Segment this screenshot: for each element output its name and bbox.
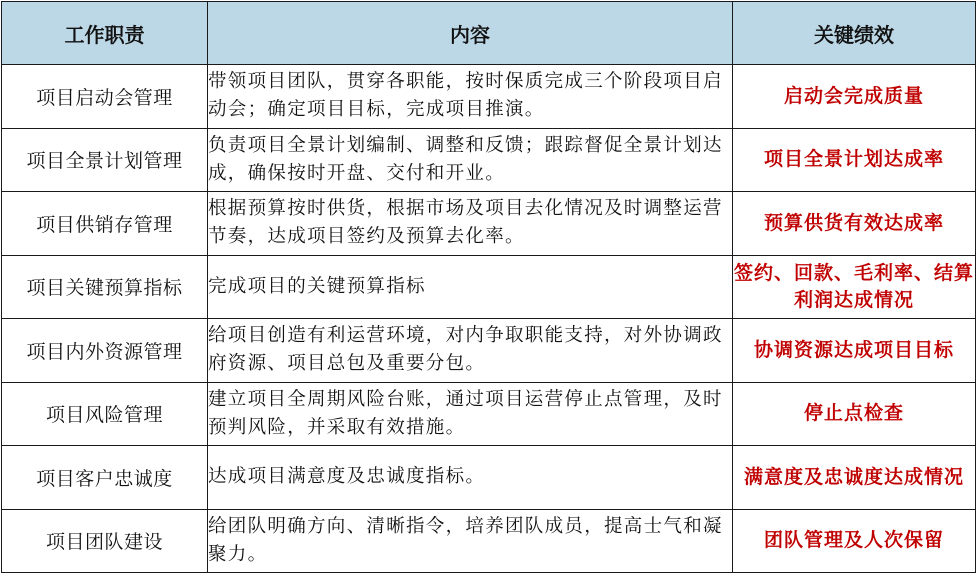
duty-cell: 项目风险管理 — [2, 382, 208, 446]
duty-cell: 项目启动会管理 — [2, 65, 208, 129]
kpi-cell: 停止点检查 — [733, 382, 976, 446]
header-kpi: 关键绩效 — [733, 2, 976, 65]
table-row — [2, 509, 976, 573]
kpi-cell: 启动会完成质量 — [733, 65, 976, 129]
duty-cell: 项目内外资源管理 — [2, 319, 208, 383]
content-cell: 带领项目团队，贯穿各职能，按时保质完成三个阶段项目启动会；确定项目目标，完成项目推演。 — [208, 65, 733, 129]
duty-cell: 项目全景计划管理 — [2, 128, 208, 192]
table-header-row — [2, 2, 976, 65]
kpi-cell: 团队管理及人次保留 — [733, 509, 976, 573]
duty-cell: 项目团队建设 — [2, 509, 208, 573]
table-row — [2, 446, 976, 510]
responsibility-table — [1, 1, 976, 573]
kpi-cell: 预算供货有效达成率 — [733, 192, 976, 256]
content-cell: 完成项目的关键预算指标 — [208, 255, 733, 319]
kpi-cell: 协调资源达成项目目标 — [733, 319, 976, 383]
table-row — [2, 319, 976, 383]
content-cell: 给项目创造有利运营环境，对内争取职能支持，对外协调政府资源、项目总包及重要分包。 — [208, 319, 733, 383]
table-row — [2, 382, 976, 446]
table-row — [2, 128, 976, 192]
duty-cell: 项目关键预算指标 — [2, 255, 208, 319]
content-cell: 负责项目全景计划编制、调整和反馈；跟踪督促全景计划达成，确保按时开盘、交付和开业。 — [208, 128, 733, 192]
table-row — [2, 65, 976, 129]
kpi-cell: 签约、回款、毛利率、结算利润达成情况 — [733, 255, 976, 319]
table-row — [2, 192, 976, 256]
header-duty: 工作职责 — [2, 2, 208, 65]
kpi-cell: 项目全景计划达成率 — [733, 128, 976, 192]
content-cell: 根据预算按时供货，根据市场及项目去化情况及时调整运营节奏，达成项目签约及预算去化率。 — [208, 192, 733, 256]
header-content: 内容 — [208, 2, 733, 65]
content-cell: 达成项目满意度及忠诚度指标。 — [208, 446, 733, 510]
content-cell: 建立项目全周期风险台账，通过项目运营停止点管理，及时预判风险，并采取有效措施。 — [208, 382, 733, 446]
duty-cell: 项目客户忠诚度 — [2, 446, 208, 510]
kpi-cell: 满意度及忠诚度达成情况 — [733, 446, 976, 510]
duty-cell: 项目供销存管理 — [2, 192, 208, 256]
content-cell: 给团队明确方向、清晰指令，培养团队成员，提高士气和凝聚力。 — [208, 509, 733, 573]
table-row — [2, 255, 976, 319]
